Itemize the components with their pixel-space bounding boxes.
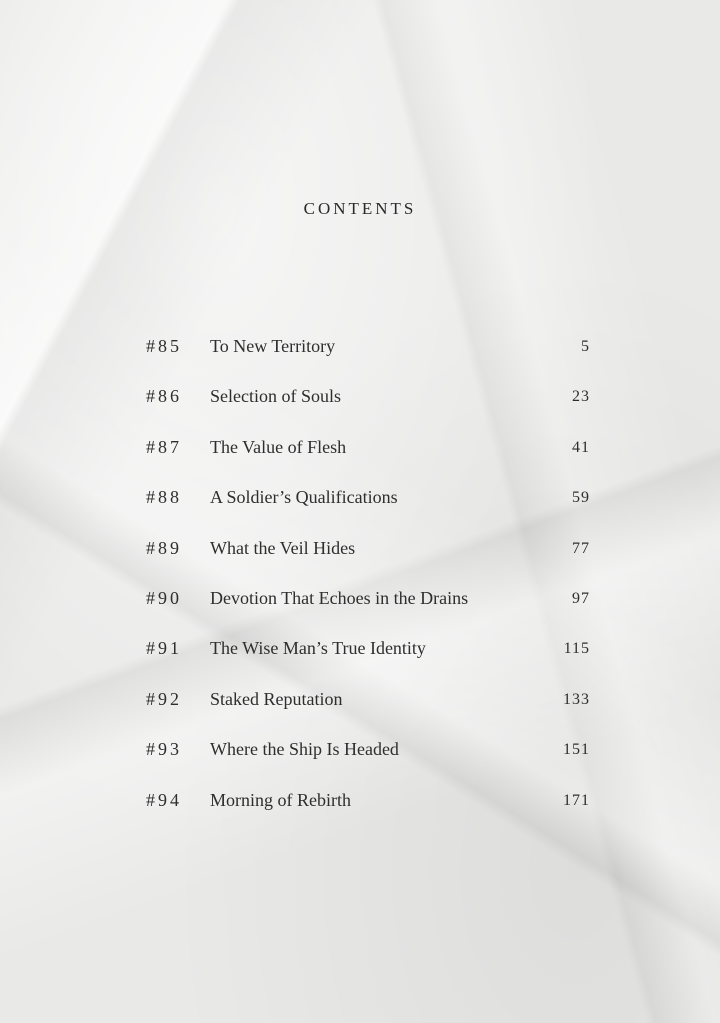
toc-entry[interactable] [146, 582, 590, 632]
chapter-title: The Wise Man’s True Identity [210, 638, 426, 659]
chapter-number: #87 [146, 436, 182, 457]
chapter-title: A Soldier’s Qualifications [210, 487, 398, 508]
page-number: 41 [572, 438, 590, 456]
toc-entry[interactable] [146, 733, 590, 783]
chapter-title: Devotion That Echoes in the Drains [210, 587, 469, 608]
chapter-number: #94 [146, 789, 182, 810]
page-number: 115 [563, 640, 590, 658]
toc-entry[interactable] [146, 532, 590, 582]
chapter-title: Morning of Rebirth [210, 789, 351, 810]
chapter-title: Staked Reputation [210, 688, 343, 709]
chapter-number: #89 [146, 537, 182, 558]
toc-entry[interactable] [146, 632, 590, 682]
toc-entry[interactable] [146, 481, 590, 531]
chapter-number: #92 [146, 688, 182, 709]
chapter-title: Selection of Souls [210, 386, 341, 407]
chapter-title: Where the Ship Is Headed [210, 739, 399, 760]
toc-entry[interactable] [146, 330, 590, 380]
chapter-title: To New Territory [210, 336, 336, 356]
table-of-contents [146, 330, 590, 834]
toc-entry[interactable] [146, 784, 590, 834]
page-number: 23 [572, 388, 590, 406]
page-number: 97 [572, 589, 590, 607]
chapter-number: #90 [146, 587, 182, 608]
toc-entry[interactable] [146, 380, 590, 430]
chapter-title: What the Veil Hides [210, 537, 356, 558]
page-number: 133 [563, 690, 590, 708]
page-number: 59 [572, 489, 590, 507]
chapter-number: #86 [146, 386, 182, 407]
chapter-title: The Value of Flesh [210, 436, 347, 457]
page-number: 171 [563, 791, 590, 809]
chapter-number: #91 [146, 638, 182, 659]
page-number: 5 [581, 338, 590, 355]
page-number: 151 [563, 741, 590, 759]
chapter-number: #88 [146, 487, 182, 508]
chapter-number: #85 [146, 336, 182, 356]
page-number: 77 [572, 539, 590, 557]
chapter-number: #93 [146, 739, 182, 760]
page-title: CONTENTS [303, 199, 417, 218]
toc-entry[interactable] [146, 431, 590, 481]
toc-entry[interactable] [146, 683, 590, 733]
